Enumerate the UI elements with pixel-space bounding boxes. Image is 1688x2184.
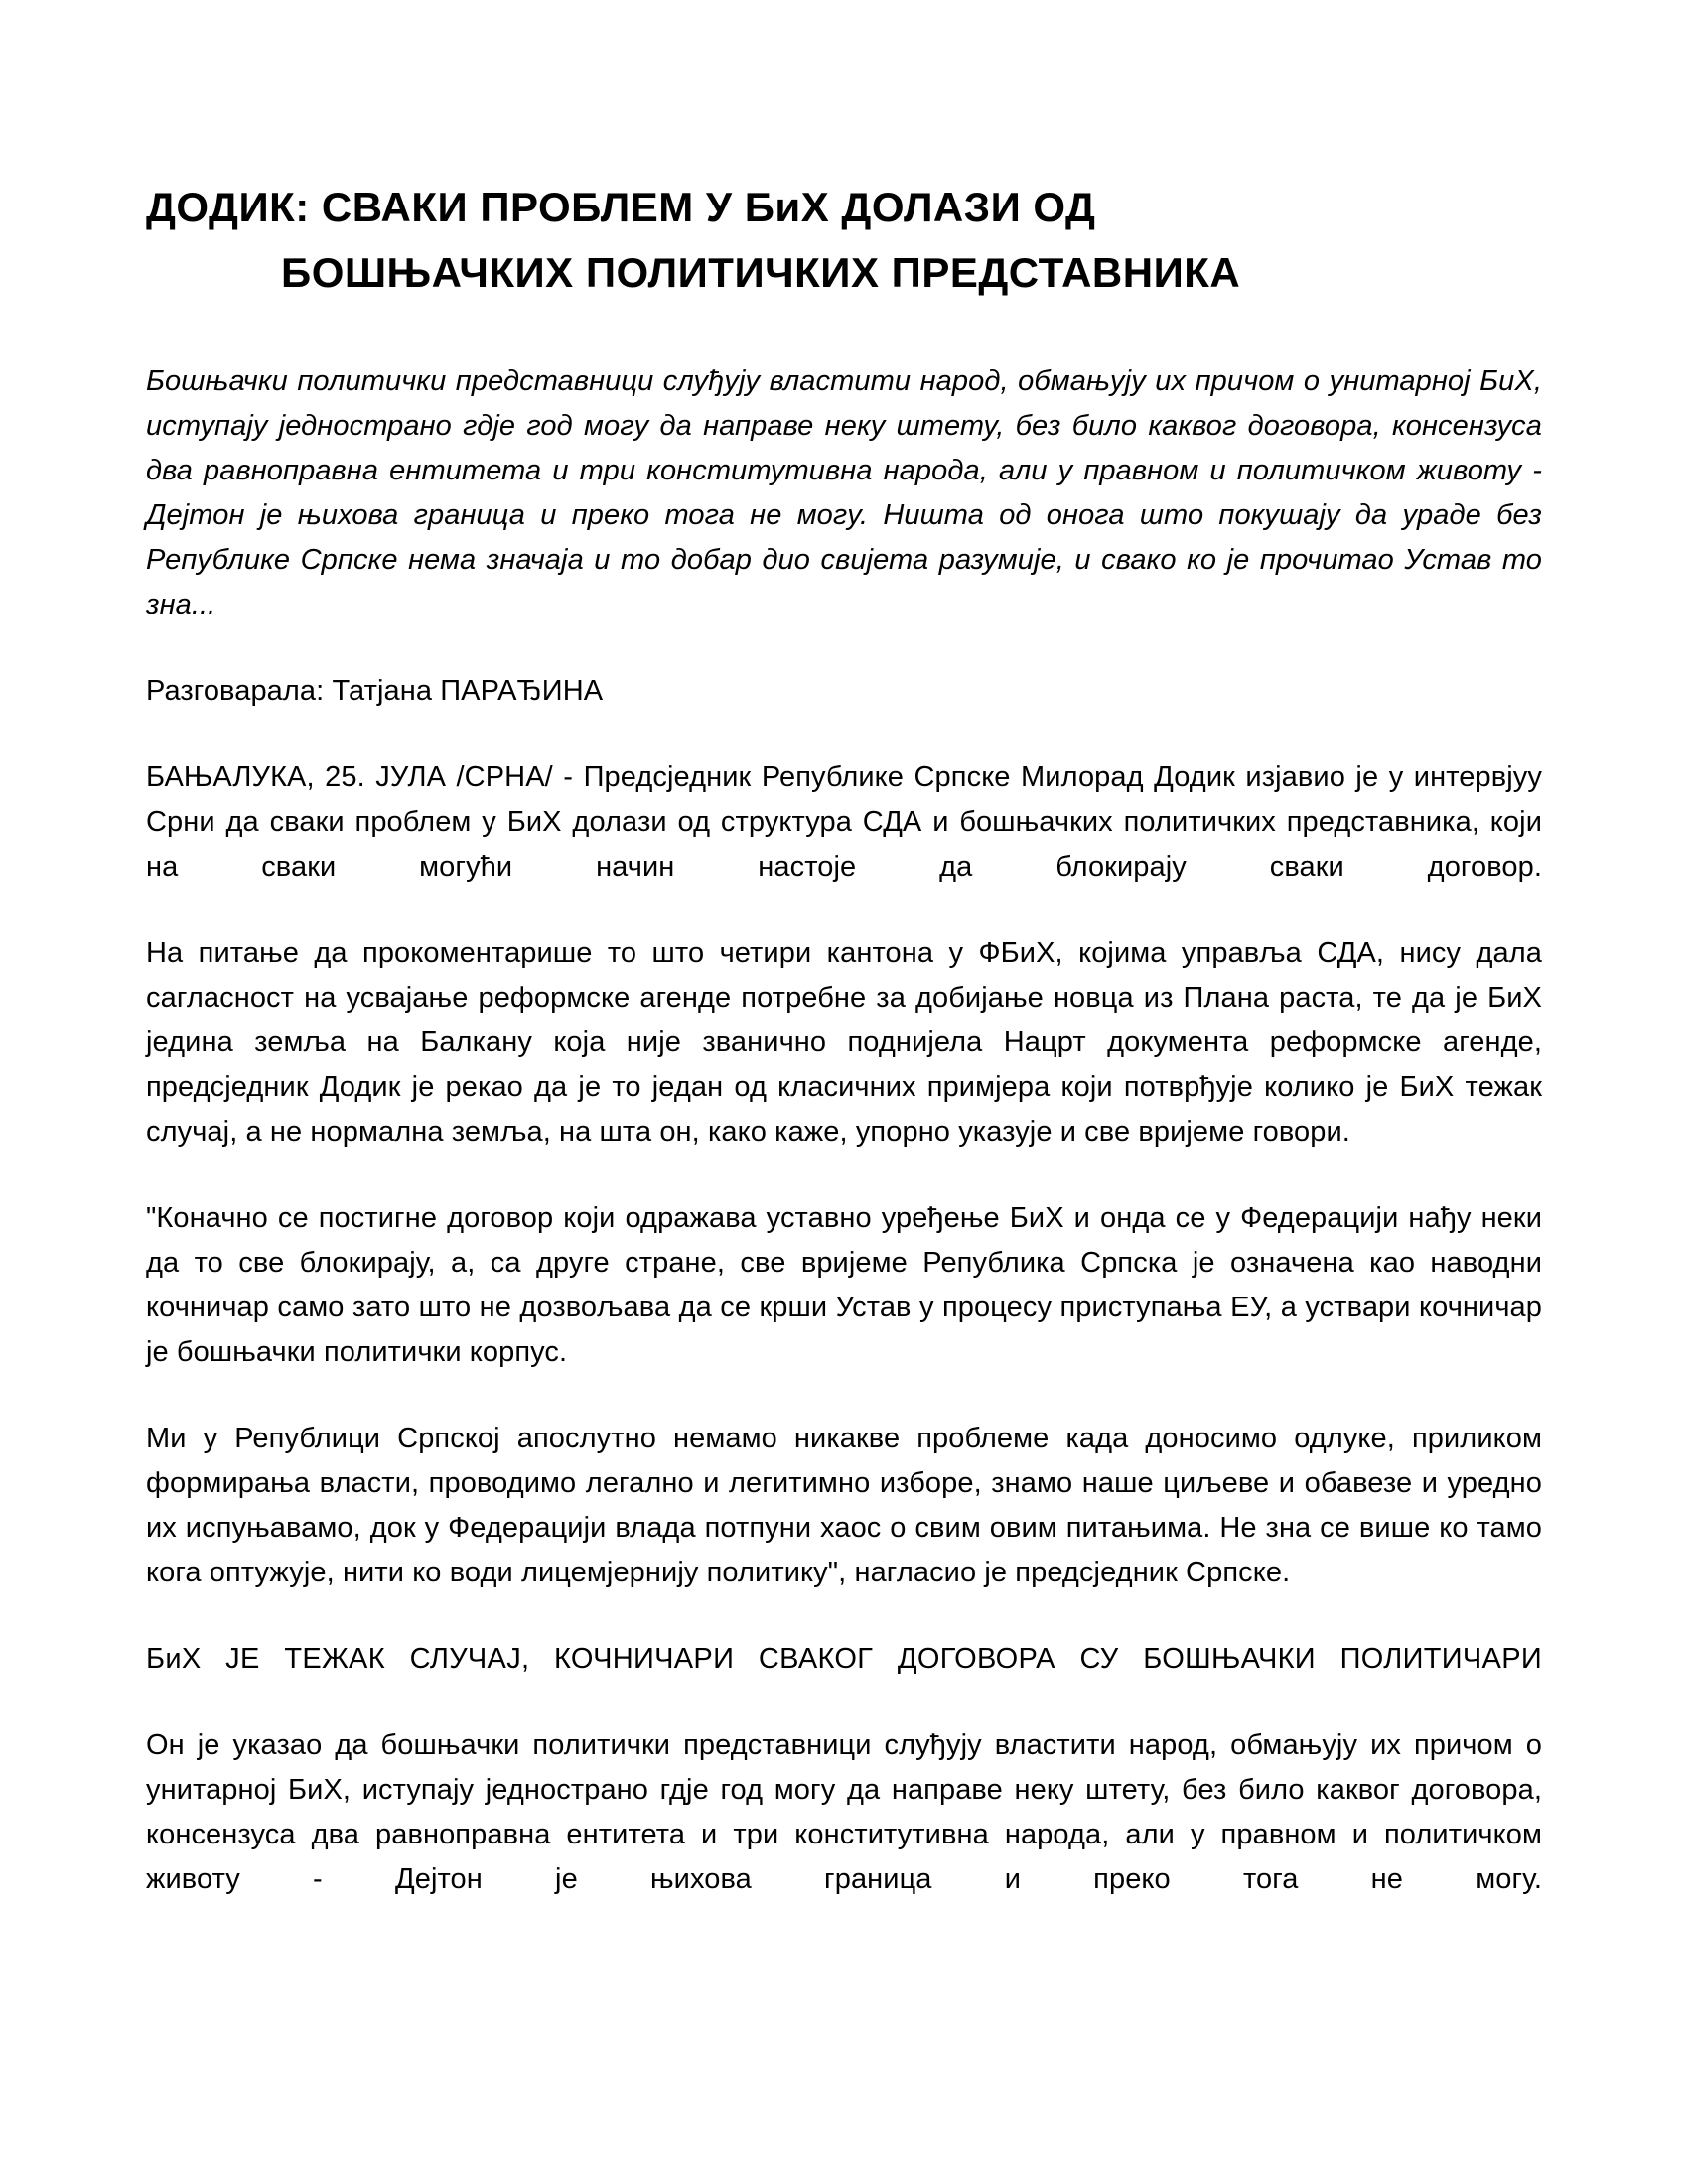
body-paragraph-2: На питање да прокоментарише то што четири кантона у ФБиХ, којима управља СДА, нису дала сагласност на усвајање реформске агенде потребне за добијање новца из Плана раста, те да је БиХ једина земља на Балкану која није званично поднијела Нацрт документа реформске агенде, предсједник Додик је рекао да је то један од класичних примјера који потврђује колико је БиХ тежак случај, а не нормална земља, на шта он, како каже, упорно указује и све вријеме говори. xyxy=(146,937,1542,1148)
body-paragraph-1: БАЊАЛУКА, 25. ЈУЛА /СРНА/ - Предсједник Републике Српске Милорад Додик изјавио је у интервјуу Срни да сваки проблем у БиХ долази од структура СДА и бошњачких политичких представника, који на сваки могући начин настоје да блокирају сваки договор. xyxy=(146,761,1542,883)
closing-paragraph: Он је указао да бошњачки политички представници слуђују властити народ, обмањују их причом о унитарној БиХ, иступају једнострано гдје год могу да направе неку штету, без било каквог договора, консензуса два равноправна ентитета и три конститутивна народа, али у правном и политичком животу - Дејтон је њихова граница и преко тога не могу. xyxy=(146,1729,1542,1895)
article-title-line2: БОШЊАЧКИХ ПОЛИТИЧКИХ ПРЕДСТАВНИКА xyxy=(281,249,1241,296)
body-paragraph-4: Ми у Републици Српској апослутно немамо никакве проблеме када доносимо одлуке, приликом формирања власти, проводимо легално и легитимно изборе, знамо наше циљеве и обавезе и уредно их испуњавамо, док у Федерацији влада потпуни хаос о свим овим питањима. Не зна се више ко тамо кога оптужује, нити ко води лицемјернију политику", нагласио је предсједник Српске. xyxy=(146,1423,1542,1588)
article-title xyxy=(146,175,1542,306)
article-title-line1: ДОДИК: СВАКИ ПРОБЛЕМ У БиХ ДОЛАЗИ ОД xyxy=(146,184,1096,230)
body-paragraph-3: "Коначно се постигне договор који одражава уставно уређење БиХ и онда се у Федерацији нађу неки да то све блокирају, а, са друге стране, све вријеме Република Српска је означена као наводни кочничар само зато што не дозвољава да се крши Устав у процесу приступања ЕУ, а уствари кочничар је бошњачки политички корпус. xyxy=(146,1202,1542,1368)
section-subheading: БиХ ЈЕ ТЕЖАК СЛУЧАЈ, КОЧНИЧАРИ СВАКОГ ДОГОВОРА СУ БОШЊАЧКИ ПОЛИТИЧАРИ xyxy=(146,1643,1542,1675)
byline: Разговарала: Татјана ПАРАЂИНА xyxy=(146,675,604,707)
lead-paragraph: Бошњачки политички представници слуђују властити народ, обмањују их причом о унитарној БиХ, иступају једнострано гдје год могу да направе неку штету, без било каквог договора, консензуса два равноправна ентитета и три конститутивна народа, али у правном и политичком животу - Дејтон је њихова граница и преко тога не могу. Ништа од онога што покушају да ураде без Републике Српске нема значаја и то добар дио свијета разумије, и свако ко је прочитао Устав то зна... xyxy=(146,365,1542,620)
